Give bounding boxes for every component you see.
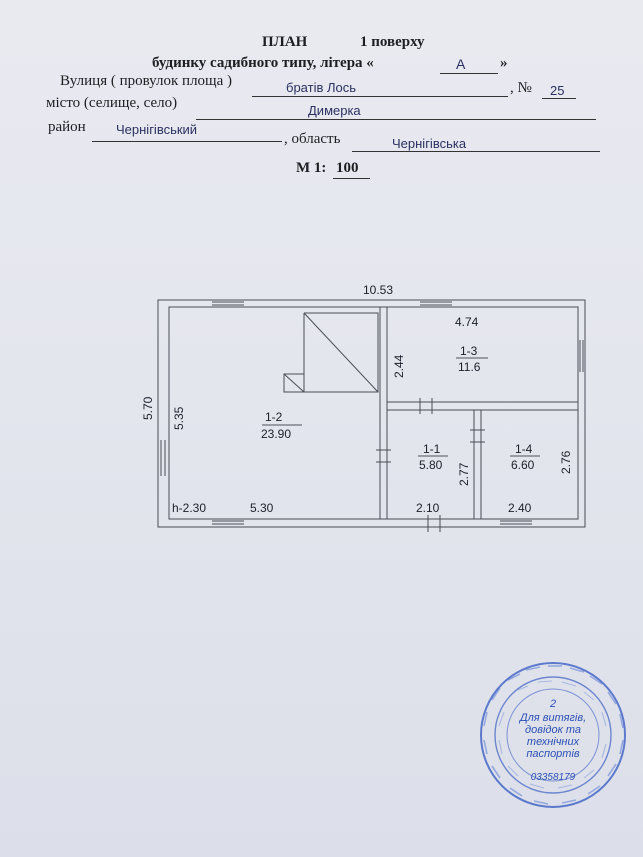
room-1-3-width: 4.74 bbox=[455, 315, 479, 329]
building-letter: А bbox=[456, 56, 466, 72]
scale-value: 100 bbox=[336, 160, 359, 176]
overall-width: 10.53 bbox=[363, 283, 394, 297]
stamp-line-3: технічних bbox=[526, 736, 580, 748]
subtitle-prefix: будинку садибного типу, літера « bbox=[152, 55, 374, 71]
room-1-2-id: 1-2 bbox=[265, 410, 283, 424]
room-1-4-depth: 2.76 bbox=[559, 450, 573, 474]
subtitle-suffix: » bbox=[500, 55, 508, 71]
room-1-3-area: 11.6 bbox=[458, 360, 481, 374]
overall-depth: 5.70 bbox=[141, 396, 155, 420]
stairs-landing-diagonal bbox=[284, 374, 304, 392]
room-1-4-id: 1-4 bbox=[515, 442, 533, 456]
room-1-2-area: 23.90 bbox=[261, 427, 292, 441]
district-value: Чернігівський bbox=[116, 122, 198, 137]
stamp-number: 03358179 bbox=[530, 772, 576, 783]
room-1-4-width: 2.40 bbox=[508, 501, 532, 515]
stamp-line-4: паспортів bbox=[526, 748, 580, 760]
district-label: район bbox=[48, 119, 86, 135]
plan-title: ПЛАН bbox=[262, 34, 308, 50]
street-label: Вулиця ( провулок площа ) bbox=[60, 73, 233, 89]
city-label: місто (селище, село) bbox=[46, 95, 178, 111]
scale-label: М 1: bbox=[296, 160, 327, 176]
outer-wall-outer bbox=[158, 300, 585, 527]
room-1-1-area: 5.80 bbox=[419, 458, 443, 472]
room-1-4-area: 6.60 bbox=[511, 458, 535, 472]
region-label: , область bbox=[284, 131, 341, 147]
number-value: 25 bbox=[550, 83, 565, 98]
outer-wall-inner bbox=[169, 307, 578, 519]
ceiling-height: h-2.30 bbox=[172, 501, 207, 515]
room-1-1-id: 1-1 bbox=[423, 442, 441, 456]
number-label: , № bbox=[510, 80, 532, 96]
stairs-diagonal bbox=[304, 313, 378, 392]
city-value: Димерка bbox=[308, 103, 361, 118]
street-value: братів Лось bbox=[286, 80, 357, 95]
room-1-3-id: 1-3 bbox=[460, 344, 478, 358]
room-1-2-depth: 5.35 bbox=[172, 406, 186, 430]
official-stamp bbox=[478, 660, 628, 810]
stamp-index: 2 bbox=[549, 698, 557, 710]
room-1-3-depth: 2.44 bbox=[392, 354, 406, 378]
room-1-2-width: 5.30 bbox=[250, 501, 274, 515]
stamp-line-2: довідок та bbox=[525, 724, 581, 736]
stamp-line-1: Для витягів, bbox=[519, 712, 587, 724]
region-value: Чернігівська bbox=[392, 136, 467, 151]
floor-label: 1 поверху bbox=[360, 34, 425, 50]
room-1-1-depth: 2.77 bbox=[457, 462, 471, 486]
room-1-1-width: 2.10 bbox=[416, 501, 440, 515]
